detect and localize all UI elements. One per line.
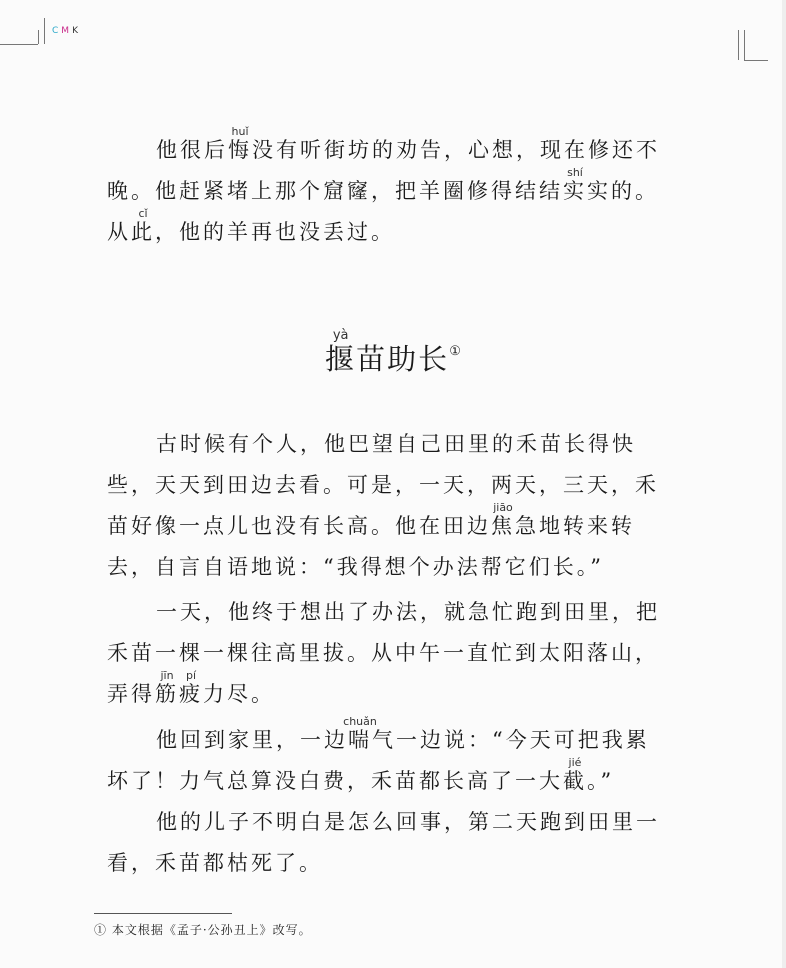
story-paragraph-2 bbox=[107, 592, 667, 715]
pinyin-annotation bbox=[491, 501, 515, 538]
annotated-char: 悔 bbox=[228, 138, 252, 162]
story-paragraph-3 bbox=[107, 716, 667, 802]
annotated-char: 截 bbox=[563, 769, 587, 793]
pinyin-label: huǐ bbox=[228, 125, 252, 138]
story-paragraph-1 bbox=[107, 424, 667, 588]
footnote: ① 本文根据《孟子·公孙丑上》改写。 bbox=[94, 923, 312, 937]
text-segment: 他回到家里，一边 bbox=[156, 728, 348, 752]
pinyin-annotation bbox=[179, 669, 203, 706]
page-edge-shadow bbox=[782, 0, 786, 968]
color-mark-m: M bbox=[61, 26, 73, 36]
annotated-char: 实 bbox=[563, 179, 587, 203]
crop-mark bbox=[38, 30, 39, 44]
annotated-char: 揠 bbox=[325, 342, 357, 376]
text-segment: 气一边说：“今天可把我累坏了！力气总算没白费，禾苗都长高了一大 bbox=[107, 728, 650, 793]
pinyin-label: jīn bbox=[155, 669, 179, 682]
pinyin-annotation bbox=[343, 715, 377, 752]
pinyin-label: yà bbox=[325, 328, 357, 343]
story-title bbox=[0, 322, 786, 389]
pinyin-annotation bbox=[563, 756, 587, 793]
annotated-char: 此 bbox=[131, 220, 155, 244]
crop-mark bbox=[44, 18, 45, 44]
annotated-char: 喘 bbox=[343, 728, 377, 752]
pinyin-label: shí bbox=[563, 166, 587, 179]
pinyin-annotation bbox=[325, 328, 357, 376]
pinyin-annotation bbox=[228, 125, 252, 162]
text-segment: 他很后 bbox=[156, 138, 228, 162]
top-paragraph bbox=[107, 126, 667, 253]
title-text: 苗助长 bbox=[356, 342, 450, 376]
text-segment: 实的。从 bbox=[107, 179, 659, 244]
text-segment: 没有听街坊的劝告，心想，现在修还不晚。他赶紧堵上那个窟窿，把羊圈修得结结 bbox=[107, 138, 660, 203]
footnote-reference: ① bbox=[449, 344, 461, 359]
story-paragraph-4 bbox=[107, 802, 667, 884]
crop-mark bbox=[738, 30, 739, 60]
crop-mark bbox=[744, 60, 768, 61]
pinyin-annotation bbox=[563, 166, 587, 203]
pinyin-label: cǐ bbox=[131, 207, 155, 220]
color-mark-c: C bbox=[52, 26, 62, 36]
annotated-char: 焦 bbox=[491, 514, 515, 538]
text-segment: ，他的羊再也没丢过。 bbox=[155, 220, 395, 244]
registration-mark bbox=[52, 26, 81, 36]
pinyin-label: pí bbox=[179, 669, 203, 682]
pinyin-annotation bbox=[131, 207, 155, 244]
footnote-divider bbox=[94, 913, 232, 914]
pinyin-label: jiāo bbox=[491, 501, 515, 514]
text-segment: 古时候有个人，他巴望自己田里的禾苗长得快些，天天到田边去看。可是，一天，两天，三天，禾苗好像一点儿也没有长高。他在田边 bbox=[107, 432, 659, 538]
crop-mark bbox=[744, 30, 745, 60]
pinyin-annotation bbox=[155, 669, 179, 706]
text-segment: 。” bbox=[587, 769, 615, 793]
annotated-char: 筋 bbox=[155, 682, 179, 706]
text-segment: 力尽。 bbox=[203, 682, 275, 706]
annotated-char: 疲 bbox=[179, 682, 203, 706]
text-segment: 一天，他终于想出了办法，就急忙跑到田里，把禾苗一棵一棵往高里拔。从中午一直忙到太阳落山，弄得 bbox=[107, 600, 660, 706]
text-segment: 急地转来转去，自言自语地说：“我得想个办法帮它们长。” bbox=[107, 514, 635, 579]
color-mark-k: K bbox=[72, 26, 81, 36]
pinyin-label: jié bbox=[563, 756, 587, 769]
text-segment: 他的儿子不明白是怎么回事，第二天跑到田里一看，禾苗都枯死了。 bbox=[107, 810, 660, 875]
crop-mark bbox=[0, 44, 38, 45]
pinyin-label: chuǎn bbox=[343, 715, 377, 728]
